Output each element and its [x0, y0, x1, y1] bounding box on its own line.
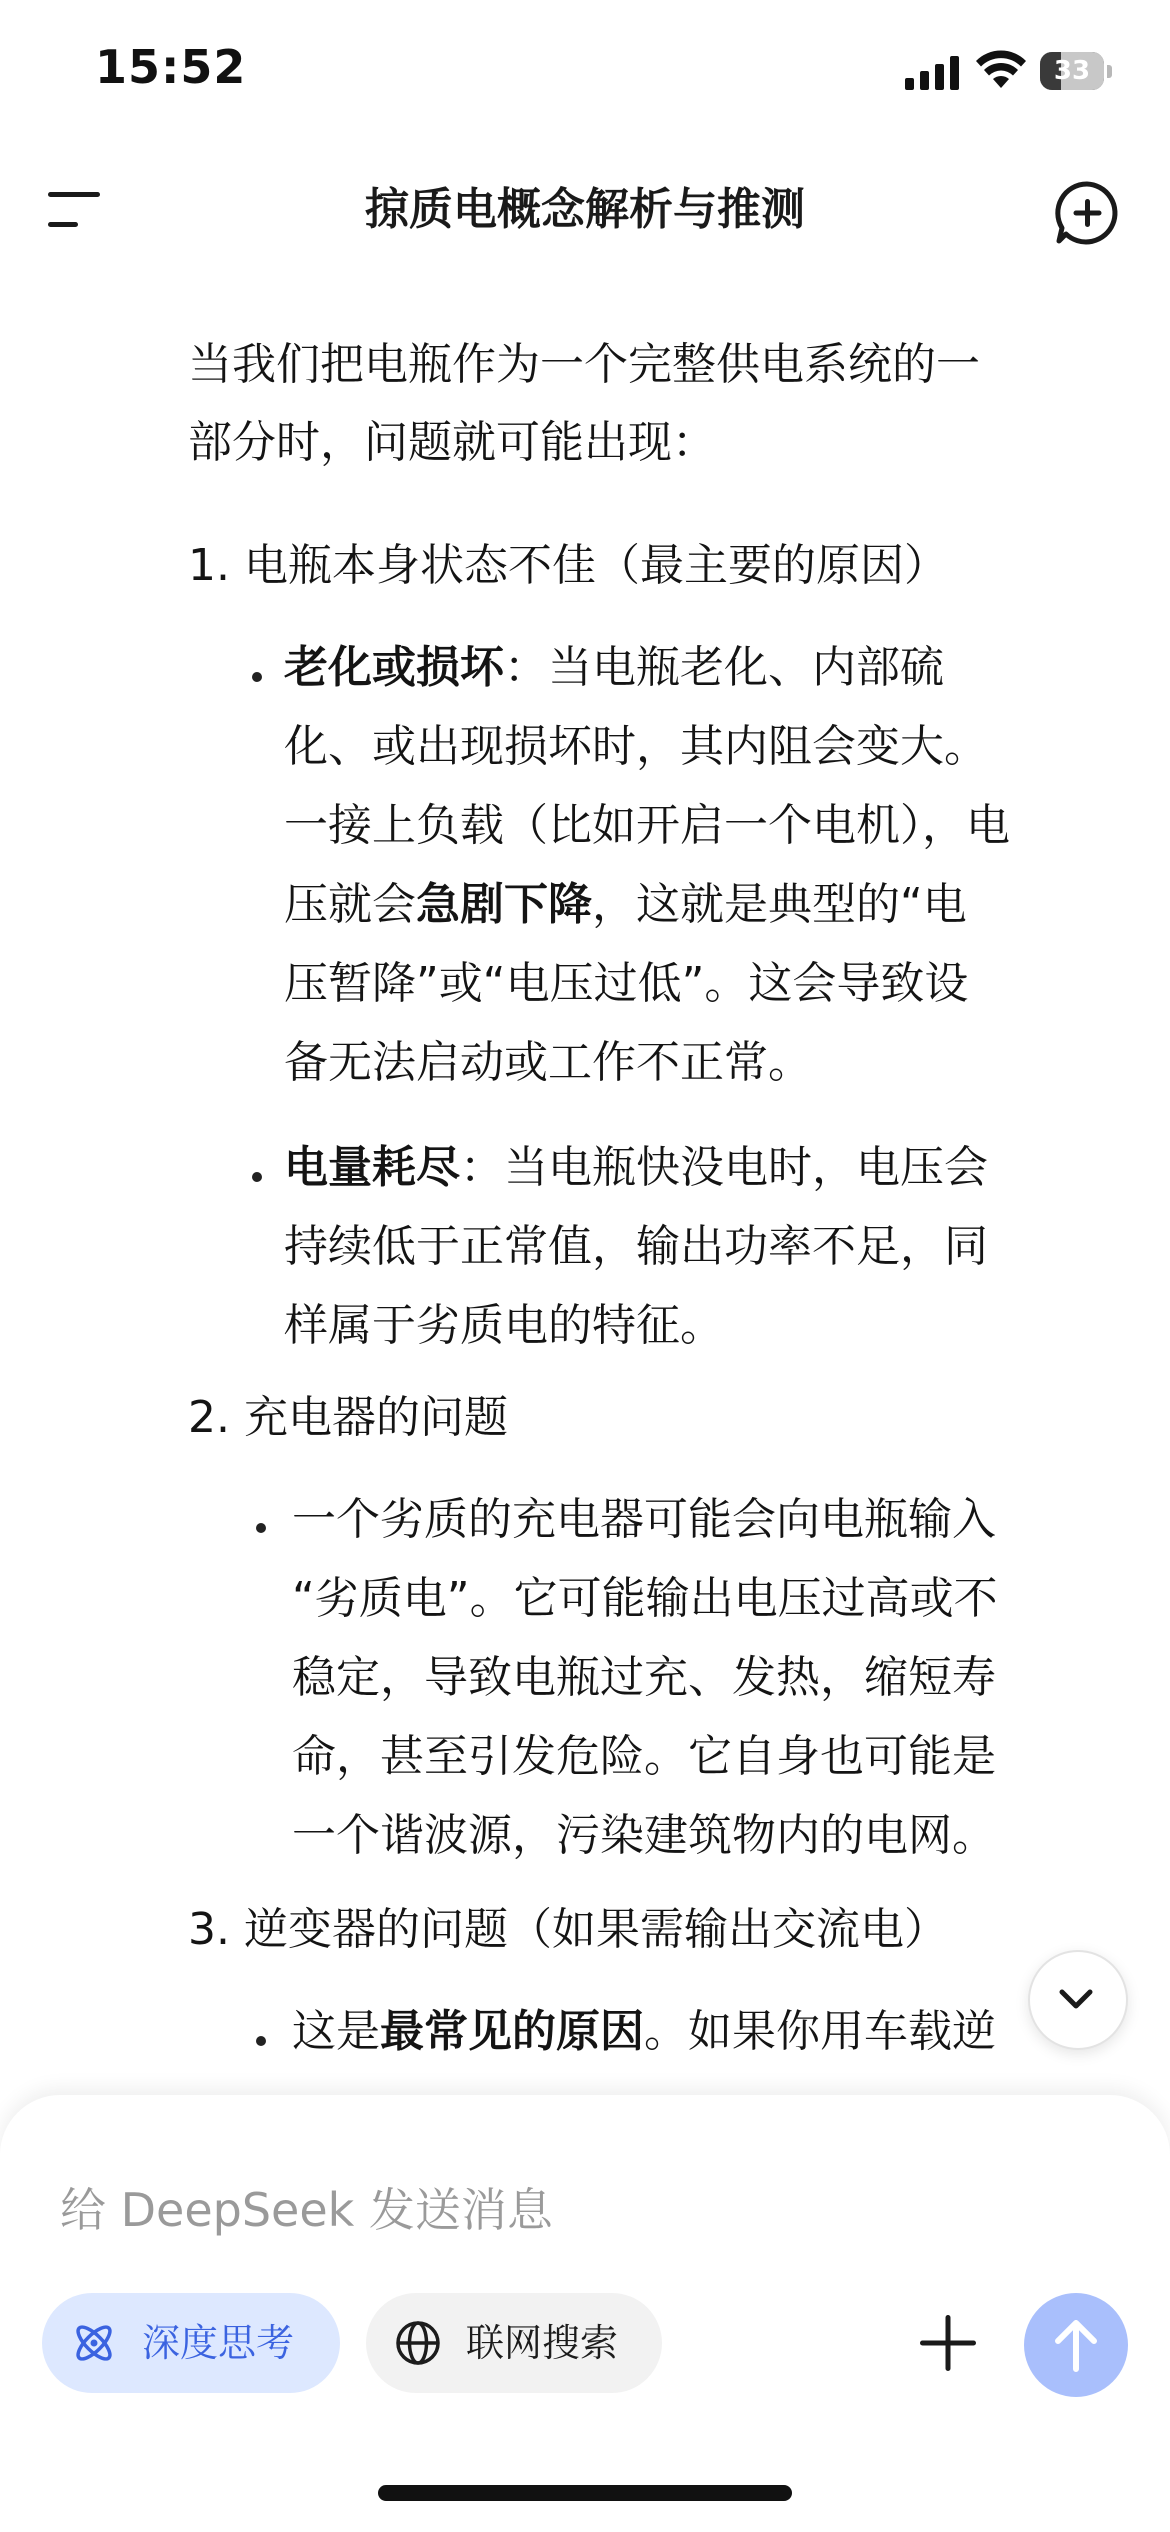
section-heading: 3. 逆变器的问题（如果需输出交流电） [188, 1904, 948, 1955]
bullet-dot [256, 1523, 266, 1533]
bullet-text: ：当电瓶快没电时，电压会 [460, 1142, 988, 1193]
new-chat-icon[interactable] [1054, 180, 1120, 246]
section-heading: 1. 电瓶本身状态不佳（最主要的原因） [188, 540, 948, 591]
deep-think-toggle[interactable] [42, 2293, 340, 2393]
bullet-line [284, 865, 1124, 944]
chevron-down-icon [1028, 1950, 1124, 2046]
bullet-line: 一接上负载（比如开启一个电机），电 [284, 800, 1010, 851]
bullet-line: 化、或出现损坏时，其内阻会变大。 [284, 721, 988, 772]
send-button[interactable] [1024, 2293, 1128, 2397]
globe-icon [394, 2319, 442, 2367]
bullet-line: 持续低于正常值，输出功率不足，同 [284, 1221, 988, 1272]
chat-header [0, 150, 1170, 270]
bold-term: 急剧下降 [416, 879, 592, 930]
bullet-line: 一个劣质的充电器可能会向电瓶输入 [292, 1494, 996, 1545]
bullet-line: 稳定，导致电瓶过充、发热，缩短寿 [292, 1652, 996, 1703]
bullet-text: 。如果你用车载逆 [644, 2006, 996, 2057]
bullet-line: 命，甚至引发危险。它自身也可能是 [292, 1731, 996, 1782]
battery-nub [1107, 65, 1112, 78]
deep-think-label: 深度思考 [142, 2321, 295, 2365]
bullet-dot [256, 2036, 266, 2046]
bullet-line [284, 1128, 1124, 1207]
intro-paragraph-line: 部分时，问题就可能出现： [188, 417, 716, 468]
plus-icon[interactable] [918, 2313, 978, 2373]
bullet-line: 压暂降”或“电压过低”。这会导致设 [284, 958, 969, 1009]
bullet-dot [252, 672, 262, 682]
bullet-dot [252, 1172, 262, 1182]
bullet-line: 备无法启动或工作不正常。 [284, 1037, 812, 1088]
message-input[interactable]: 给 DeepSeek 发送消息 [60, 2183, 553, 2237]
battery-percent: 33 [1053, 56, 1091, 86]
wifi-icon [975, 50, 1027, 90]
composer-panel [0, 2095, 1170, 2532]
bullet-line: “劣质电”。它可能输出电压过高或不 [292, 1573, 998, 1624]
bullet-text: ，这就是典型的“电 [592, 879, 967, 930]
arrow-up-icon [1048, 2315, 1104, 2375]
bold-term: 老化或损坏 [284, 642, 504, 693]
atom-icon [70, 2319, 118, 2367]
scroll-down-button[interactable] [1028, 1950, 1128, 2050]
bold-term: 电量耗尽 [284, 1142, 460, 1193]
bullet-text: 压就会 [284, 879, 416, 930]
message-content [0, 290, 1170, 2090]
chat-title[interactable]: 掠质电概念解析与推测 [365, 184, 805, 235]
home-indicator [378, 2485, 792, 2501]
bullet-line: 一个谐波源，污染建筑物内的电网。 [292, 1810, 996, 1861]
intro-paragraph-line: 当我们把电瓶作为一个完整供电系统的一 [188, 339, 980, 390]
bullet-line [284, 628, 1124, 707]
web-search-label: 联网搜索 [466, 2321, 619, 2365]
menu-icon[interactable] [44, 186, 104, 236]
bold-term: 最常见的原因 [380, 2006, 644, 2057]
battery-body [1040, 52, 1104, 90]
section-heading: 2. 充电器的问题 [188, 1392, 508, 1443]
bullet-line: 样属于劣质电的特征。 [284, 1300, 724, 1351]
bullet-text: 这是 [292, 2006, 380, 2057]
signal-icon [905, 56, 961, 90]
status-time: 15:52 [95, 40, 247, 94]
battery-icon [1040, 52, 1114, 92]
status-bar [0, 0, 1170, 150]
bullet-text: ：当电瓶老化、内部硫 [504, 642, 944, 693]
web-search-toggle[interactable] [366, 2293, 662, 2393]
